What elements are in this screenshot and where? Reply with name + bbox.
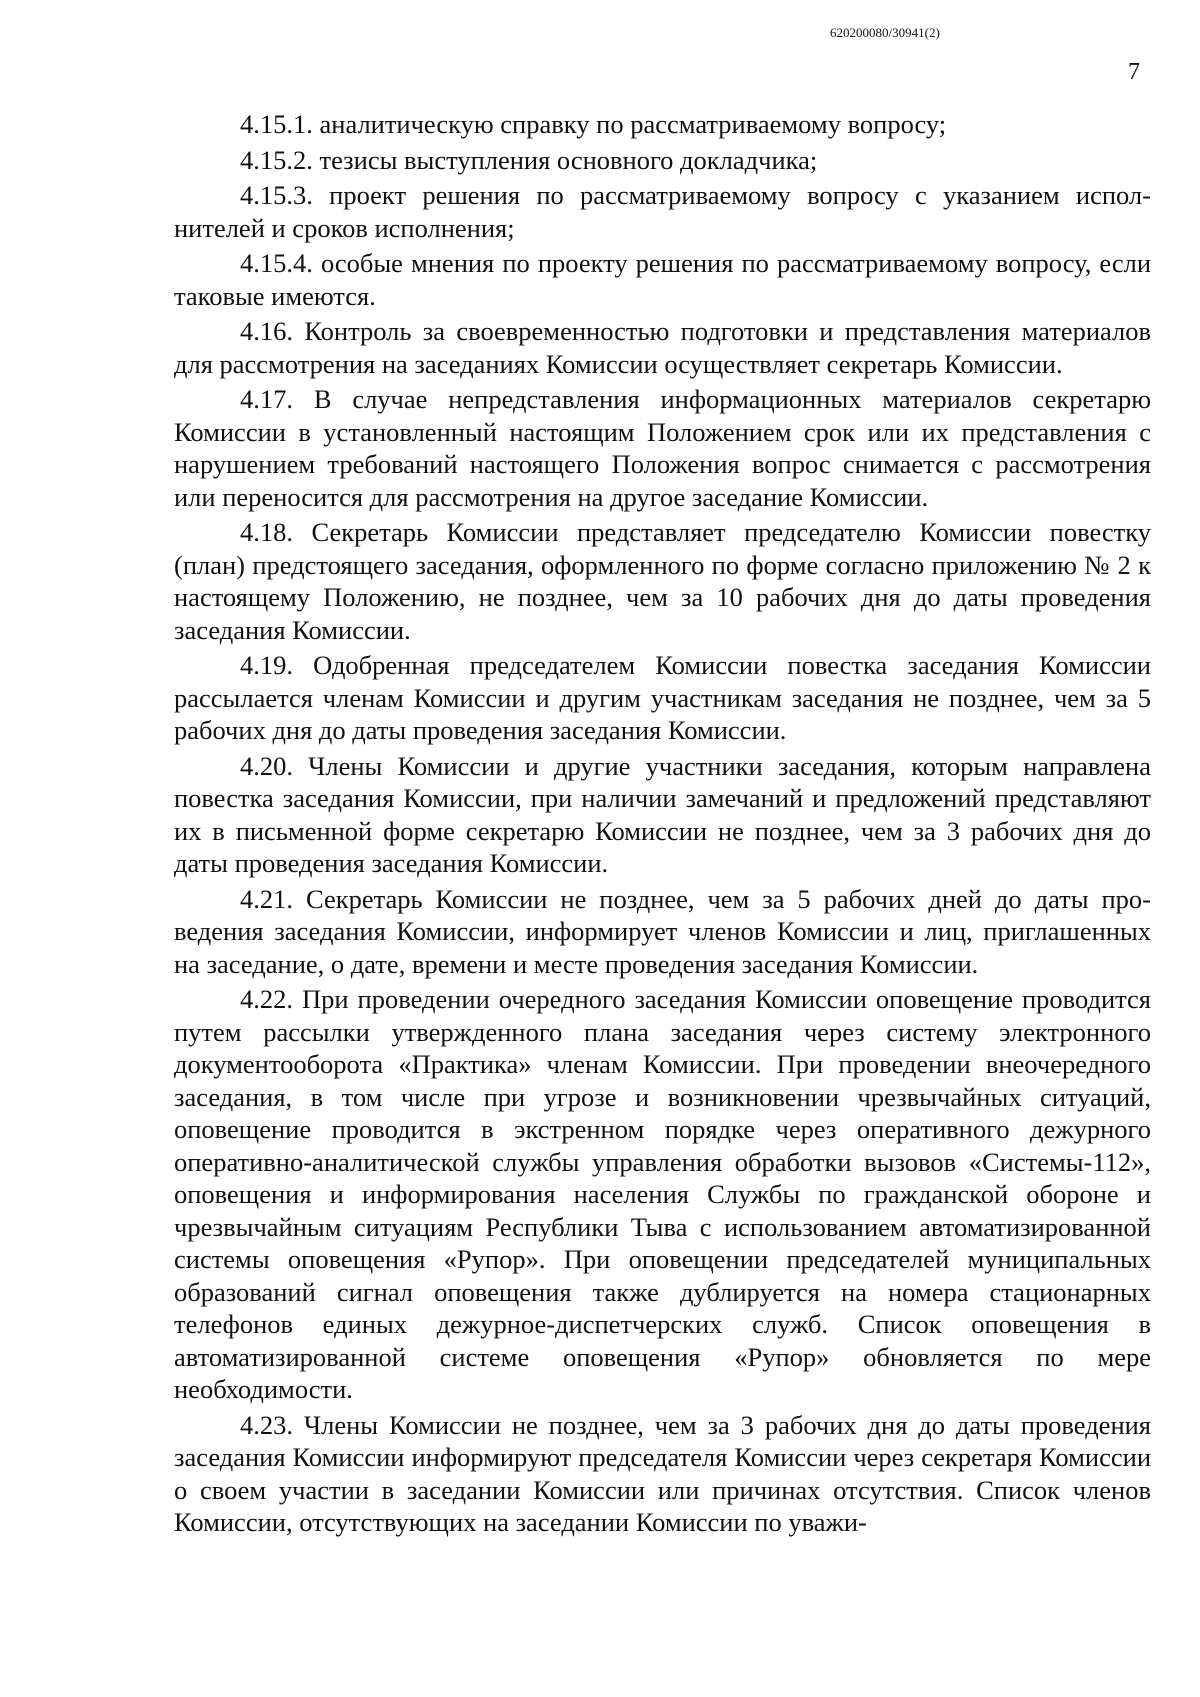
paragraph-4-15-1: 4.15.1. аналитическую справку по рассматриваемому вопросу;	[240, 109, 947, 139]
paragraph-4-17: 4.17. В случае непредставления информационных материалов секретарю Комиссии в установленный настоящим Положением срок или их представления с нарушением требований настоящего Положения вопрос снимается с рассмотрения или переносится для рассмотрения на другое заседание Комиссии.	[174, 384, 1151, 512]
paragraph-4-15-4: 4.15.4. особые мнения по проекту решения по рассматриваемому вопросу, если таковые имеются.	[174, 248, 1151, 311]
paragraph-4-15-2: 4.15.2. тезисы выступления основного докладчика;	[240, 144, 818, 175]
paragraph-4-20: 4.20. Члены Комиссии и другие участники заседания, которым направлена повестка заседания Комиссии, при наличии замечаний и предложений представляют их в письменной форме секретарю Комиссии не позднее, чем за 3 рабочих дня до даты проведения заседания Комиссии.	[174, 750, 1151, 878]
paragraph-4-16: 4.16. Контроль за своевременностью подготовки и представления материалов для рассмотрения на заседаниях Комиссии осуществляет секретарь Комиссии.	[174, 316, 1151, 379]
document-body	[174, 108, 1151, 1542]
paragraph-4-21: 4.21. Секретарь Комиссии не позднее, чем за 5 рабочих дней до даты проведения заседания Комиссии, информирует членов Комиссии и лиц, приглашенных на заседание, о дате, времени и месте проведения заседания Комиссии.	[174, 883, 1151, 979]
paragraph-4-22: 4.22. При проведении очередного заседания Комиссии оповещение проводится путем рассылки утвержденного плана заседания через систему электронного документооборота «Практика» членам Комиссии. При проведении внеочередного заседания, в том числе при угрозе и возникновении чрезвычайных ситуаций, оповещение проводится в экстренном порядке через оперативного дежурного оперативно-аналитической службы управления обработки вызовов «Системы-112», оповещения и информирования населения Службы по гражданской обороне и чрезвычайным ситуациям Республики Тыва с использованием автоматизированной системы оповещения «Рупор». При оповещении председателей муниципальных образований сигнал оповещения также дублируется на номера стационарных телефонов единых дежурное-диспетчерских служб. Список оповещения в автоматизированной системе оповещения «Рупор» обновляется по мере необходимости.	[174, 984, 1151, 1404]
paragraph-4-15-3: 4.15.3. проект решения по рассматриваемому вопросу с указанием исполнителей и сроков исполнения;	[174, 180, 1151, 243]
paragraph-4-18: 4.18. Секретарь Комиссии представляет председателю Комиссии повестку (план) предстоящего заседания, оформленного по форме согласно приложению № 2 к настоящему Положению, не позднее, чем за 10 рабочих дня до даты проведения заседания Комиссии.	[174, 517, 1151, 645]
paragraph-4-23: 4.23. Члены Комиссии не позднее, чем за 3 рабочих дня до даты проведения заседания Комиссии информируют председателя Комиссии через секретаря Комиссии о своем участии в заседании Комиссии или причинах отсутствия. Список членов Комиссии, отсутствующих на заседании Комиссии по уважи-	[174, 1409, 1151, 1537]
paragraph-4-19: 4.19. Одобренная председателем Комиссии повестка заседания Комиссии рассылается членам Комиссии и другим участникам заседания не позднее, чем за 5 рабочих дня до даты проведения заседания Комиссии.	[174, 650, 1151, 745]
page-number: 7	[1128, 59, 1140, 85]
document-code: 620200080/30941(2)	[830, 25, 940, 40]
